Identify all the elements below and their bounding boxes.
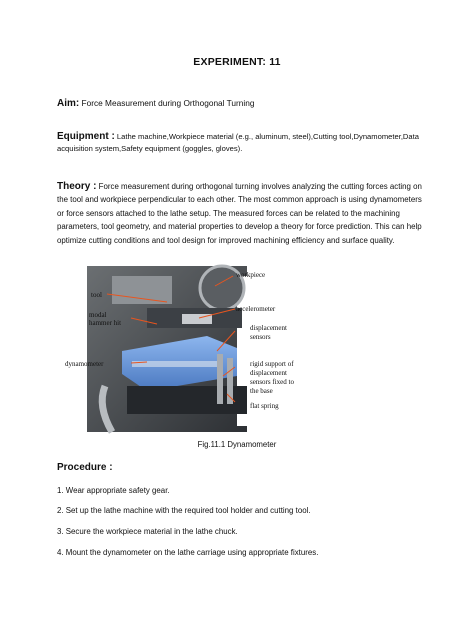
label-rigid-2: displacement — [250, 369, 287, 377]
aim-text: Force Measurement during Orthogonal Turning — [81, 98, 255, 108]
label-workpiece: workpiece — [236, 271, 266, 279]
label-displacement: displacement — [250, 324, 287, 332]
theory-text: Force measurement during orthogonal turning involves analyzing the cutting forces acting on the tool and workpiece perpendicular to each other. The most common approach is using dynamometers or force sensors attached to the lathe setup. The measured forces can be related to the machining parameters, tool geometry, and material properties to develop a theory for force prediction. This can help optimize cutting conditions and tool design for improved machining efficiency and surface quality. — [57, 182, 422, 245]
equipment-section — [57, 131, 429, 155]
procedure-step: 2. Set up the lathe machine with the required tool holder and cutting tool. — [57, 506, 311, 515]
page-title: EXPERIMENT: 11 — [193, 56, 281, 68]
label-rigid-3: sensors fixed to — [250, 378, 294, 386]
theory-label: Theory : — [57, 181, 97, 192]
aim-label: Aim: — [57, 98, 80, 109]
label-modal: modal — [89, 311, 107, 319]
label-sensors: sensors — [250, 333, 271, 341]
label-accelerometer: accelerometer — [236, 305, 276, 313]
procedure-step: 3. Secure the workpiece material in the lathe chuck. — [57, 527, 238, 536]
dynamometer-figure — [65, 266, 325, 432]
equipment-label: Equipment : — [57, 131, 115, 142]
figure-caption: Fig.11.1 Dynamometer — [197, 440, 277, 449]
label-rigid-1: rigid support of — [250, 360, 294, 368]
label-hammer-hit: hammer hit — [89, 319, 122, 327]
equipment-text: Lathe machine,Workpiece material (e.g., aluminum, steel),Cutting tool,Dynamometer,Data acquisition system,Safety equipment (goggles, gloves). — [57, 132, 419, 153]
dynamometer-photo — [65, 266, 325, 432]
label-dynamometer: dynamometer — [65, 360, 104, 368]
aim-section — [57, 98, 255, 109]
theory-section — [57, 180, 427, 247]
label-flat-spring: flat spring — [250, 402, 279, 410]
label-rigid-4: the base — [250, 387, 273, 395]
procedure-step: 4. Mount the dynamometer on the lathe carriage using appropriate fixtures. — [57, 548, 319, 557]
procedure-heading: Procedure : — [57, 462, 113, 473]
procedure-step: 1. Wear appropriate safety gear. — [57, 486, 170, 495]
label-tool: tool — [91, 291, 102, 299]
